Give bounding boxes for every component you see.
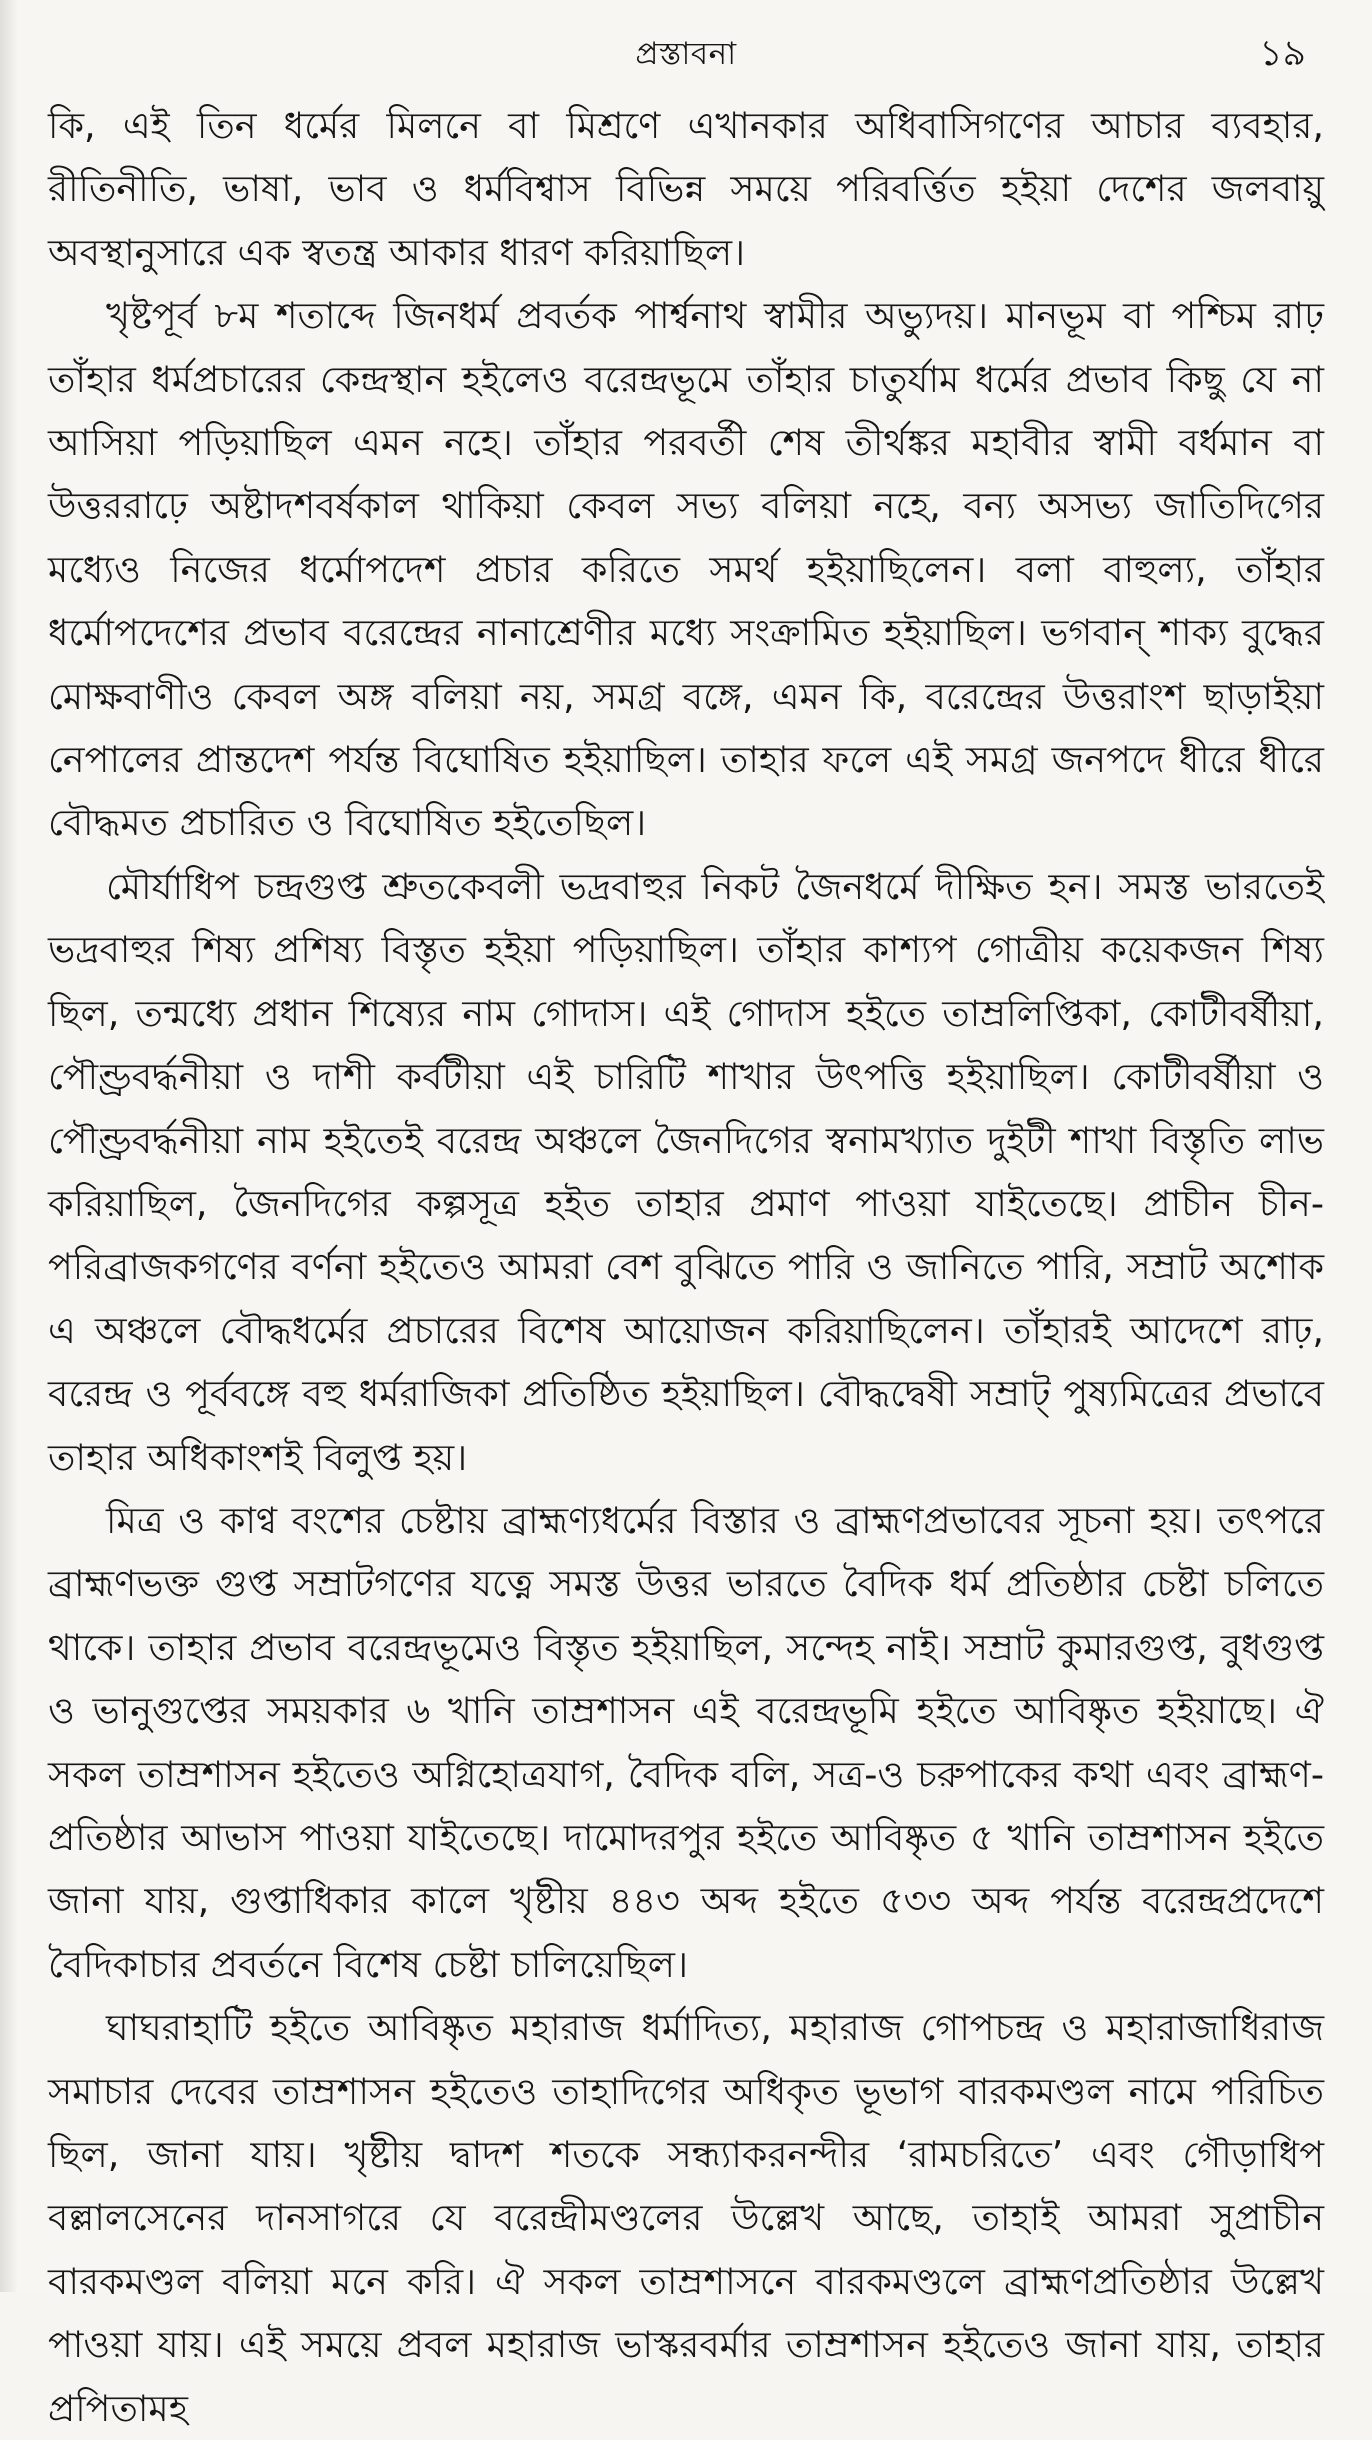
page-gutter-shadow	[0, 0, 18, 2292]
page-header	[48, 26, 1324, 94]
paragraph: কি, এই তিন ধর্মের মিলনে বা মিশ্রণে এখানকার অধিবাসিগণের আচার ব্যবহার, রীতিনীতি, ভাষা, ভাব ও ধর্মবিশ্বাস বিভিন্ন সময়ে পরিবর্ত্তিত হইয়া দেশের জলবায়ু অবস্থানুসারে এক স্বতন্ত্র আকার ধারণ করিয়াছিল।	[48, 104, 1324, 274]
paragraph: মৌর্যাধিপ চন্দ্রগুপ্ত শ্রুতকেবলী ভদ্রবাহুর নিকট জৈনধর্মে দীক্ষিত হন। সমস্ত ভারতেই ভদ্রবাহুর শিষ্য প্রশিষ্য বিস্তৃত হইয়া পড়িয়াছিল। তাঁহার কাশ্যপ গোত্রীয় কয়েকজন শিষ্য ছিল, তন্মধ্যে প্রধান শিষ্যের নাম গোদাস। এই গোদাস হইতে তাম্রলিপ্তিকা, কোটীবর্ষীয়া, পৌণ্ড্রবর্দ্ধনীয়া ও দাশী কর্বটীয়া এই চারিটি শাখার উৎপত্তি হইয়াছিল। কোটীবর্ষীয়া ও পৌণ্ড্রবর্দ্ধনীয়া নাম হইতেই বরেন্দ্র অঞ্চলে জৈনদিগের স্বনামখ্যাত দুইটী শাখা বিস্তৃতি লাভ করিয়াছিল, জৈনদিগের কল্পসূত্র হইত তাহার প্রমাণ পাওয়া যাইতেছে। প্রাচীন চীন-পরিব্রাজকগণের বর্ণনা হইতেও আমরা বেশ বুঝিতে পারি ও জানিতে পারি, সম্রাট অশোক এ অঞ্চলে বৌদ্ধধর্মের প্রচারের বিশেষ আয়োজন করিয়াছিলেন। তাঁহারই আদেশে রাঢ়, বরেন্দ্র ও পূর্ববঙ্গে বহু ধর্মরাজিকা প্রতিষ্ঠিত হইয়াছিল। বৌদ্ধদ্বেষী সম্রাট্ পুষ্যমিত্রের প্রভাবে তাহার অধিকাংশই বিলুপ্ত হয়।	[48, 864, 1324, 1479]
running-title: প্রস্তাবনা	[635, 36, 737, 72]
paragraph: মিত্র ও কাণ্ব বংশের চেষ্টায় ব্রাহ্মণ্যধর্মের বিস্তার ও ব্রাহ্মণপ্রভাবের সূচনা হয়। তৎপরে ব্রাহ্মণভক্ত গুপ্ত সম্রাটগণের যত্নে সমস্ত উত্তর ভারতে বৈদিক ধর্ম প্রতিষ্ঠার চেষ্টা চলিতে থাকে। তাহার প্রভাব বরেন্দ্রভূমেও বিস্তৃত হইয়াছিল, সন্দেহ নাই। সম্রাট কুমারগুপ্ত, বুধগুপ্ত ও ভানুগুপ্তের সময়কার ৬ খানি তাম্রশাসন এই বরেন্দ্রভূমি হইতে আবিষ্কৃত হইয়াছে। ঐ সকল তাম্রশাসন হইতেও অগ্নিহোত্রযাগ, বৈদিক বলি, সত্র-ও চরুপাকের কথা এবং ব্রাহ্মণ-প্রতিষ্ঠার আভাস পাওয়া যাইতেছে। দামোদরপুর হইতে আবিষ্কৃত ৫ খানি তাম্রশাসন হইতে জানা যায়, গুপ্তাধিকার কালে খৃষ্টীয় ৪৪৩ অব্দ হইতে ৫৩৩ অব্দ পর্যন্ত বরেন্দ্রপ্রদেশে বৈদিকাচার প্রবর্তনে বিশেষ চেষ্টা চালিয়েছিল।	[48, 1498, 1324, 1986]
page-number: ১৯	[1259, 33, 1306, 74]
paragraph: ঘাঘরাহাটি হইতে আবিষ্কৃত মহারাজ ধর্মাদিত্য, মহারাজ গোপচন্দ্র ও মহারাজাধিরাজ সমাচার দেবের তাম্রশাসন হইতেও তাহাদিগের অধিকৃত ভূভাগ বারকমণ্ডল নামে পরিচিত ছিল, জানা যায়। খৃষ্টীয় দ্বাদশ শতকে সন্ধ্যাকরনন্দীর ‘রামচরিতে’ এবং গৌড়াধিপ বল্লালসেনের দানসাগরে যে বরেন্দ্রীমণ্ডলের উল্লেখ আছে, তাহাই আমরা সুপ্রাচীন বারকমণ্ডল বলিয়া মনে করি। ঐ সকল তাম্রশাসনে বারকমণ্ডলে ব্রাহ্মণপ্রতিষ্ঠার উল্লেখ পাওয়া যায়। এই সময়ে প্রবল মহারাজ ভাস্করবর্মার তাম্রশাসন হইতেও জানা যায়, তাহার প্রপিতামহ	[48, 2006, 1324, 2430]
paragraph: খৃষ্টপূর্ব ৮ম শতাব্দে জিনধর্ম প্রবর্তক পার্শ্বনাথ স্বামীর অভ্যুদয়। মানভূম বা পশ্চিম রাঢ় তাঁহার ধর্মপ্রচারের কেন্দ্রস্থান হইলেও বরেন্দ্রভূমে তাঁহার চাতুর্যাম ধর্মের প্রভাব কিছু যে না আসিয়া পড়িয়াছিল এমন নহে। তাঁহার পরবর্তী শেষ তীর্থঙ্কর মহাবীর স্বামী বর্ধমান বা উত্তররাঢ়ে অষ্টাদশবর্ষকাল থাকিয়া কেবল সভ্য বলিয়া নহে, বন্য অসভ্য জাতিদিগের মধ্যেও নিজের ধর্মোপদেশ প্রচার করিতে সমর্থ হইয়াছিলেন। বলা বাহুল্য, তাঁহার ধর্মোপদেশের প্রভাব বরেন্দ্রের নানাশ্রেণীর মধ্যে সংক্রামিত হইয়াছিল। ভগবান্ শাক্য বুদ্ধের মোক্ষবাণীও কেবল অঙ্গ বলিয়া নয়, সমগ্র বঙ্গে, এমন কি, বরেন্দ্রের উত্তরাংশ ছাড়াইয়া নেপালের প্রান্তদেশ পর্যন্ত বিঘোষিত হইয়াছিল। তাহার ফলে এই সমগ্র জনপদে ধীরে ধীরে বৌদ্ধমত প্রচারিত ও বিঘোষিত হইতেছিল।	[48, 294, 1324, 845]
body-text	[48, 94, 1324, 2440]
